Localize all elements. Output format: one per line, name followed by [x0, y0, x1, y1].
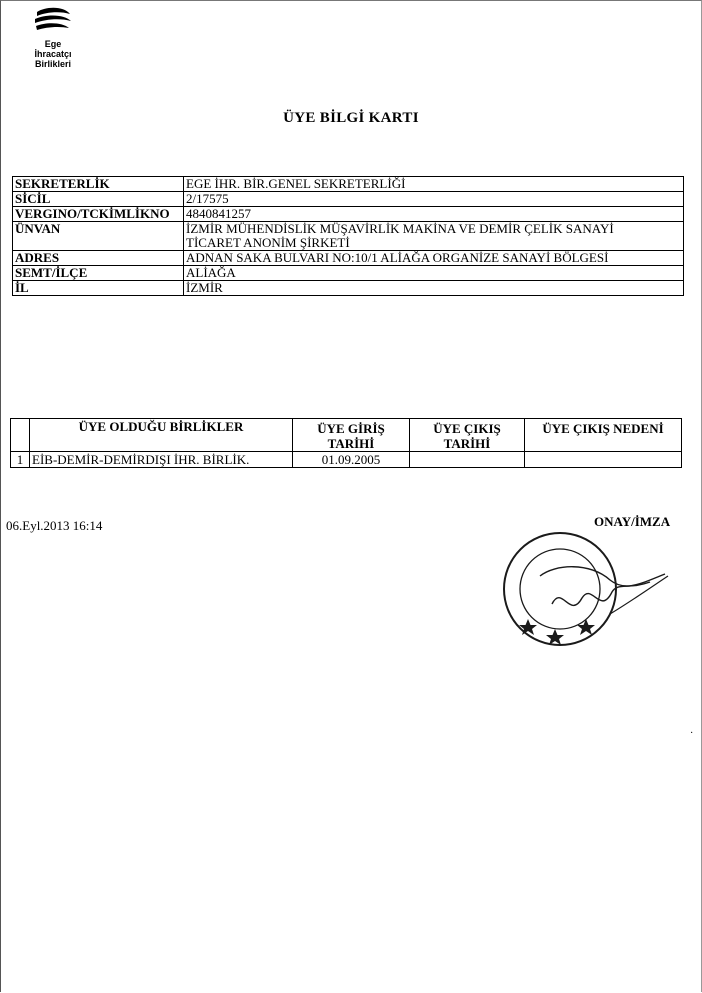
info-value-line1: İZMİR MÜHENDİSLİK MÜŞAVİRLİK MAKİNA VE DEMİR ÇELİK SANAYİ [186, 221, 614, 236]
row-exit-date [410, 452, 525, 468]
info-row-province [13, 281, 684, 296]
info-value-line2: TİCARET ANONİM ŞİRKETİ [186, 235, 350, 250]
info-row-district [13, 266, 684, 281]
row-index: 1 [11, 452, 30, 468]
print-datetime: 06.Eyl.2013 16:14 [6, 518, 103, 533]
info-value: 4840841257 [184, 207, 684, 222]
info-value [184, 222, 684, 251]
info-value: ADNAN SAKA BULVARI NO:10/1 ALİAĞA ORGANİZE SANAYİ BÖLGESİ [184, 251, 684, 266]
header-exit-date: ÜYE ÇIKIŞ TARİHİ [410, 419, 525, 452]
membership-table [10, 418, 682, 468]
member-info-table [12, 176, 684, 296]
logo-text-line3: Birlikleri [34, 59, 72, 69]
info-row-secretariat [13, 177, 684, 192]
row-union: EİB-DEMİR-DEMİRDIŞI İHR. BİRLİK. [30, 452, 293, 468]
header-entry-date: ÜYE GİRİŞ TARİHİ [293, 419, 410, 452]
header-unions: ÜYE OLDUĞU BİRLİKLER [30, 419, 293, 452]
info-row-registry [13, 192, 684, 207]
info-row-address [13, 251, 684, 266]
page-title: ÜYE BİLGİ KARTI [283, 110, 419, 126]
membership-row [11, 452, 682, 468]
info-row-tax-number [13, 207, 684, 222]
logo-text-line1: Ege [44, 39, 62, 49]
info-value: İZMİR [184, 281, 684, 296]
info-value: EGE İHR. BİR.GENEL SEKRETERLİĞİ [184, 177, 684, 192]
speck: · [690, 728, 694, 739]
official-stamp-icon [500, 524, 670, 654]
info-key: SEMT/İLÇE [13, 266, 184, 281]
info-key: ÜNVAN [13, 222, 184, 251]
info-key: ADRES [13, 251, 184, 266]
row-exit-reason [525, 452, 682, 468]
approval-label: ONAY/İMZA [594, 514, 671, 529]
ege-logo [28, 6, 78, 76]
info-key: SEKRETERLİK [13, 177, 184, 192]
info-value: 2/17575 [184, 192, 684, 207]
header-index [11, 419, 30, 452]
row-entry-date: 01.09.2005 [293, 452, 410, 468]
info-key: İL [13, 281, 184, 296]
logo-swirl-icon [34, 6, 72, 36]
info-key: SİCİL [13, 192, 184, 207]
info-key: VERGINO/TCKİMLİKNO [13, 207, 184, 222]
header-exit-reason: ÜYE ÇIKIŞ NEDENİ [525, 419, 682, 452]
logo-text-line2: İhracatçı [34, 49, 72, 59]
info-row-title [13, 222, 684, 251]
membership-header-row [11, 419, 682, 452]
info-value: ALİAĞA [184, 266, 684, 281]
